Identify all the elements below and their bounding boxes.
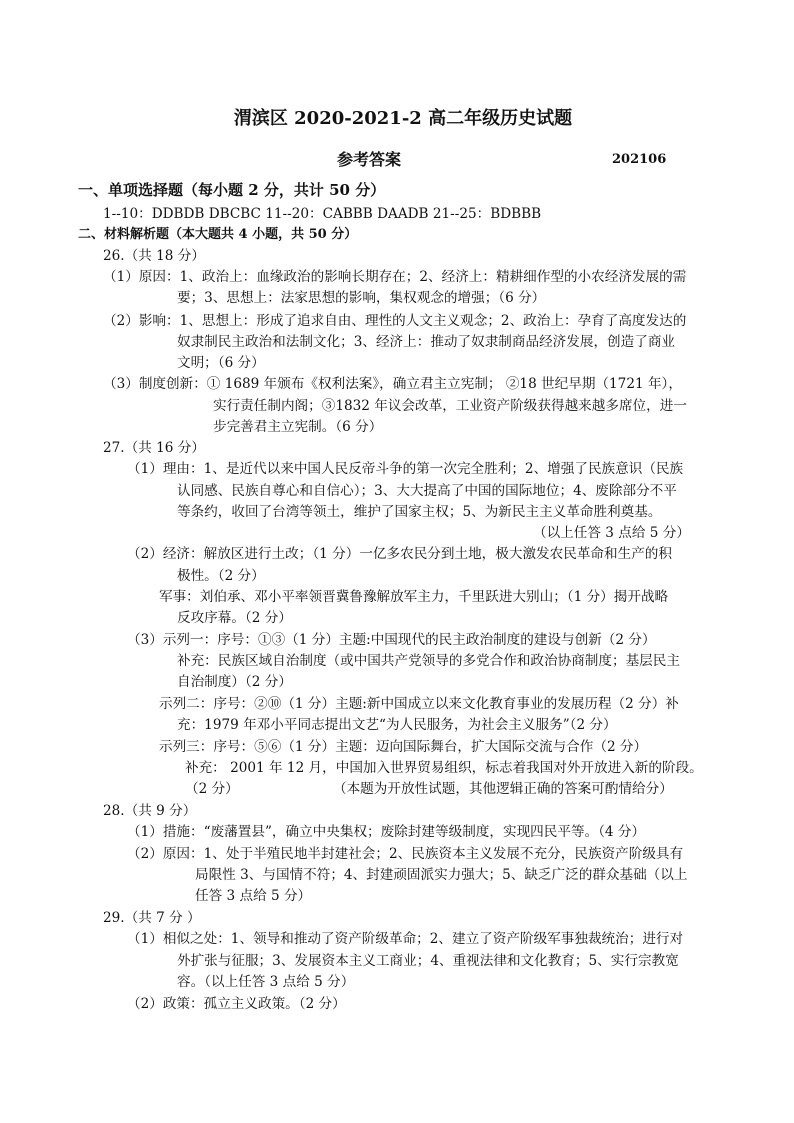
q27-part3-line2: 补充：民族区域自治制度（或中国共产党领导的多党合作和政治协商制度；基层民主 — [177, 653, 680, 669]
q26-part2-line2: 奴隶制民主政治和法制文化；3、经济上：推动了奴隶制商品经济发展，创造了商业 — [177, 334, 676, 350]
q29-heading: 29.（共 7 分 ） — [103, 910, 201, 926]
q26-part1-line2: 要；3、思想上：法家思想的影响，集权观念的增强；（6 分） — [177, 290, 546, 306]
q27-part1-line2: 认同感、民族自尊心和自信心）；3、大大提高了中国的国际地位；4、废除部分不平 — [177, 483, 677, 499]
q27-part3-line4: 示列二：序号：②⑩（1 分）主题:新中国成立以来文化教育事业的发展历程（2 分）补 — [159, 696, 679, 712]
q27-part2-line3: 军事：刘伯承、邓小平率领晋冀鲁豫解放军主力，千里跃进大别山；（1 分）揭开战略 — [159, 589, 669, 605]
q27-part2-line2: 极性。（2 分） — [177, 568, 265, 584]
section-1-heading: 一、单项选择题（每小题 2 分，共计 50 分） — [78, 181, 386, 199]
q26-part2-line1: （2）影响：1、思想上：形成了追求自由、理性的人文主义观念；2、政治上：孕育了高度发达的 — [103, 313, 687, 329]
page-title: 渭滨区 2020-2021-2 高二年级历史试题 — [233, 108, 573, 129]
q28-part2-line1: （2）原因：1、处于半殖民地半封建社会；2、民族资本主义发展不充分，民族资产阶级具有 — [127, 846, 684, 862]
q29-part1-line1: （1）相似之处：1、领导和推动了资产阶级革命；2、建立了资产阶级军事独裁统治；进行对 — [127, 931, 684, 947]
exam-date: 202106 — [612, 152, 667, 167]
q26-part3-line2: 实行责任制内阁；③1832 年议会改革，工业资产阶级获得越来越多席位，进一 — [213, 398, 687, 414]
q27-part3-line7: 补充： 2001 年 12 月，中国加入世界贸易组织，标志着我国对外开放进入新的阶段。 — [185, 760, 703, 776]
q26-part2-line3: 文明；（6 分） — [177, 355, 265, 371]
q27-part1-line3: 等条约，收回了台湾等领土，维护了国家主权；5、为新民主主义革命胜利奠基。 — [177, 504, 662, 520]
q28-part2-line2: 局限性 3、与国情不符；4、封建顽固派实力强大；5、缺乏广泛的群众基础（以上 — [195, 867, 688, 883]
q27-part1-line1: （1）理由：1、是近代以来中国人民反帝斗争的第一次完全胜利；2、增强了民族意识（民族 — [127, 461, 684, 477]
multiple-choice-answers: 1--10：DDBDB DBCBC 11--20：CABBB DAADB 21--25：BDBBB — [103, 206, 542, 222]
q29-part1-line2: 外扩张与征服；3、发展资本主义工商业；4、重视法律和文化教育；5、实行宗教宽 — [177, 953, 679, 969]
q27-part3-line3: 自治制度）（2 分） — [177, 674, 292, 690]
q27-heading: 27.（共 16 分） — [103, 440, 205, 456]
q28-part1: （1）措施：“废藩置县”，确立中央集权；废除封建等级制度，实现四民平等。（4 分） — [127, 824, 646, 840]
q27-part2-line1: （2）经济：解放区进行土改；（1 分）一亿多农民分到土地，极大激发农民革命和生产的积 — [127, 546, 672, 562]
q26-heading: 26.（共 18 分） — [103, 248, 205, 264]
q27-part2-line4: 反攻序幕。（2 分） — [177, 610, 292, 626]
page-subtitle: 参考答案 — [337, 150, 402, 169]
section-2-heading: 二、材料解析题（本大题共 4 小题，共 50 分） — [78, 227, 358, 242]
q26-part3-line1: （3）制度创新：① 1689 年颁布《权利法案》，确立君主立宪制； ②18 世纪早期（1721 年）， — [103, 376, 682, 392]
q27-part1-note: （以上任答 3 点给 5 分） — [533, 525, 690, 541]
q29-part1-line3: 容。（以上任答 3 点给 5 分） — [177, 974, 355, 990]
q27-part3-line6: 示列三：序号：⑤⑥（1 分）主题：迈向国际舞台，扩大国际交流与合作（2 分） — [159, 739, 648, 755]
q27-part3-score: （2 分） — [185, 781, 239, 797]
q27-part3-line5: 充：1979 年邓小平同志提出文艺“为人民服务，为社会主义服务”（2 分） — [177, 717, 617, 733]
q27-part3-line1: （3）示列一：序号：①③（1 分）主题:中国现代的民主政治制度的建设与创新（2 分） — [127, 632, 656, 648]
q29-part2: （2）政策：孤立主义政策。（2 分） — [127, 996, 346, 1012]
q26-part3-line3: 步完善君主立宪制。（6 分） — [213, 419, 383, 435]
q28-part2-line3: 任答 3 点给 5 分） — [195, 888, 312, 904]
q27-open-question-note: （本题为开放性试题，其他逻辑正确的答案可酌情给分） — [333, 781, 673, 797]
q26-part1-line1: （1）原因：1、政治上：血缘政治的影响长期存在；2、经济上：精耕细作型的小农经济发展的需 — [103, 269, 687, 285]
q28-heading: 28.（共 9 分） — [103, 803, 197, 819]
